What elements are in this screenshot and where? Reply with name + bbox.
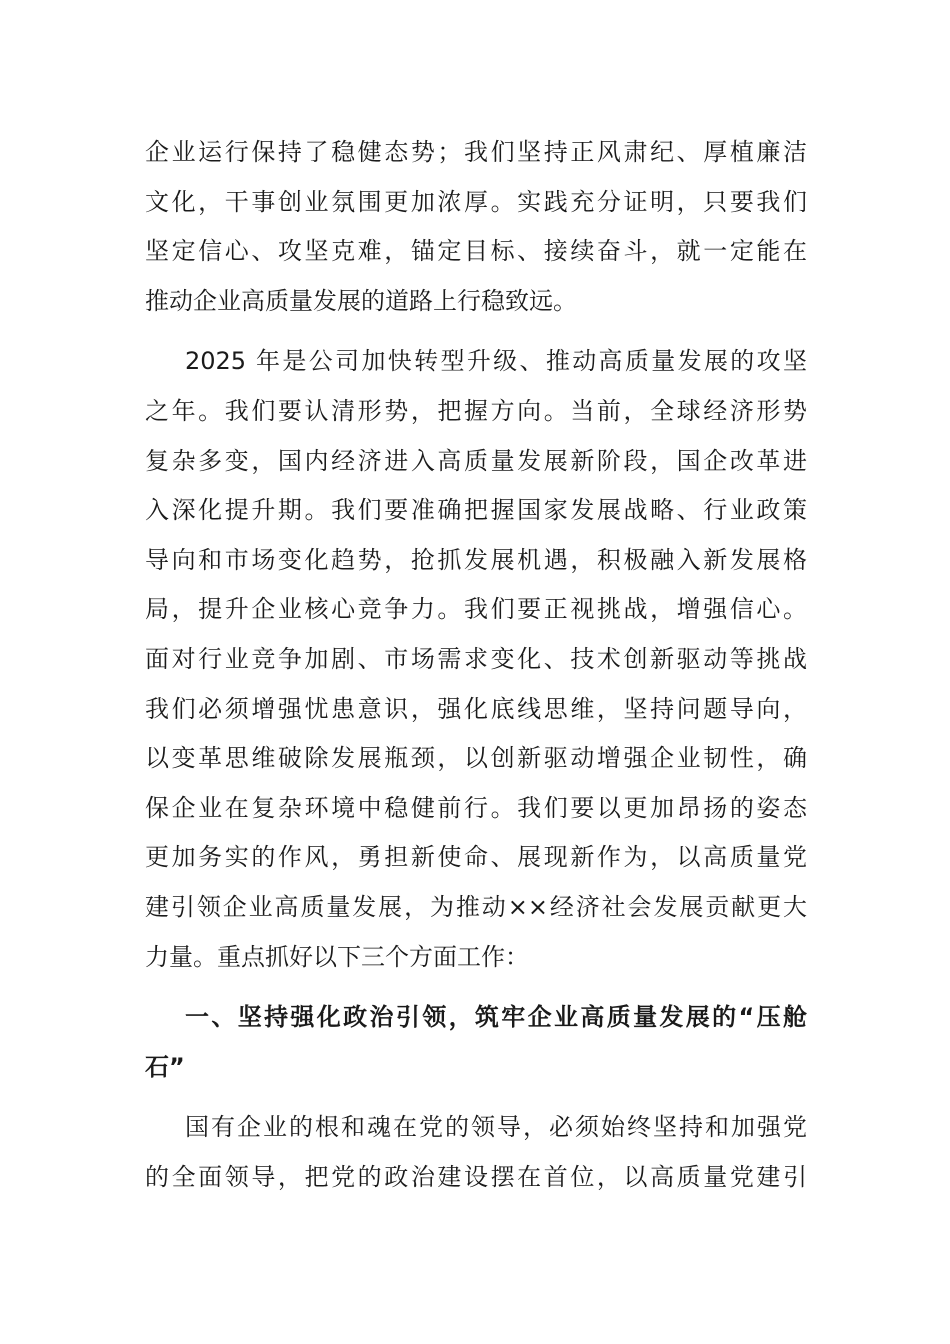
text-line: 文化，干事创业氛围更加浓厚。实践充分证明，只要我们 (145, 187, 807, 216)
text-line: 企业运行保持了稳健态势；我们坚持正风肃纪、厚植廉洁 (145, 138, 807, 166)
text-line: 坚定信心、攻坚克难，锚定目标、接续奋斗，就一定能在 (145, 237, 807, 266)
text-line: 入深化提升期。我们要准确把握国家发展战略、行业政策 (145, 496, 807, 525)
text-line: 更加务实的作风，勇担新使命、展现新作为，以高质量党 (145, 843, 807, 872)
text-line: 以变革思维破除发展瓶颈，以创新驱动增强企业韧性，确 (145, 744, 807, 773)
text-line: 导向和市场变化趋势，抢抓发展机遇，积极融入新发展格 (145, 545, 807, 574)
text-line: 面对行业竞争加剧、市场需求变化、技术创新驱动等挑战 (145, 644, 807, 673)
text-line: 推动企业高质量发展的道路上行稳致远。 (145, 286, 577, 315)
text-line: 复杂多变，国内经济进入高质量发展新阶段，国企改革进 (145, 446, 807, 475)
paragraph-1 (145, 128, 807, 326)
text-line: 的全面领导，把党的政治建设摆在首位，以高质量党建引 (145, 1162, 807, 1191)
paragraph-2 (145, 337, 807, 982)
text-line: 2025 年是公司加快转型升级、推动高质量发展的攻坚 (185, 347, 807, 376)
heading-line: 一、坚持强化政治引领，筑牢企业高质量发展的“压舱 (185, 1003, 807, 1032)
heading-line: 石” (145, 1052, 185, 1081)
paragraph-3 (145, 1103, 807, 1202)
document-body (145, 128, 807, 1202)
text-line: 建引领企业高质量发展，为推动××经济社会发展贡献更大 (145, 892, 807, 921)
text-line: 我们必须增强忧患意识，强化底线思维，坚持问题导向， (145, 694, 807, 723)
text-line: 局，提升企业核心竞争力。我们要正视挑战，增强信心。 (145, 595, 807, 624)
text-line: 力量。重点抓好以下三个方面工作： (145, 942, 529, 971)
text-line: 保企业在复杂环境中稳健前行。我们要以更加昂扬的姿态 (145, 793, 807, 822)
section-heading-1 (145, 993, 807, 1092)
text-line: 国有企业的根和魂在党的领导，必须始终坚持和加强党 (185, 1113, 807, 1142)
text-line: 之年。我们要认清形势，把握方向。当前，全球经济形势 (145, 396, 807, 425)
